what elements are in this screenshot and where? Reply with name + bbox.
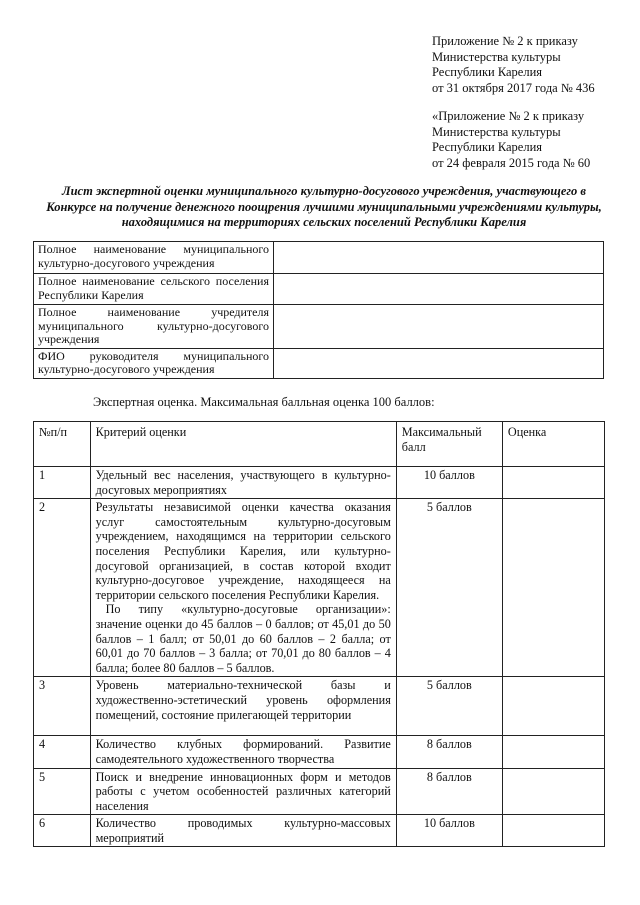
- criterion-text: Удельный вес населения, участвующего в культурно-досуговых мероприятиях: [95, 468, 391, 497]
- info-label: Полное наименование учредителя муниципального культурно-досугового учреждения: [34, 305, 274, 349]
- appendix-line: Министерства культуры: [432, 49, 561, 64]
- header-score: Оценка: [502, 422, 604, 467]
- info-label: Полное наименование сельского поселения Республики Карелия: [34, 274, 274, 305]
- table-row: [34, 768, 605, 815]
- appendix-note-2017: [432, 34, 595, 96]
- document-title: Лист экспертной оценки муниципального культурно-досугового учреждения, участвующего в Конкурсе на получение денежного поощрения лучшими муниципальными учреждениями культуры, находящимися на территориях сельских поселений Республики Карелия: [46, 184, 602, 229]
- score-input-cell[interactable]: [502, 467, 604, 499]
- criterion-cell: [90, 736, 396, 768]
- table-row: [34, 736, 605, 768]
- header-num: №п/п: [34, 422, 91, 467]
- row-number: 6: [34, 815, 91, 847]
- score-input-cell[interactable]: [502, 815, 604, 847]
- info-label: ФИО руководителя муниципального культурно-досугового учреждения: [34, 348, 274, 378]
- header-criterion: Критерий оценки: [90, 422, 396, 467]
- info-row: [34, 348, 604, 378]
- row-number: 4: [34, 736, 91, 768]
- score-input-cell[interactable]: [502, 677, 604, 736]
- max-score-cell: 8 баллов: [396, 736, 502, 768]
- expert-score-table: [33, 421, 605, 847]
- info-value-field[interactable]: [274, 305, 604, 349]
- criterion-text: Поиск и внедрение инновационных форм и методов работы с учетом особенностей различных категорий населения: [95, 769, 391, 813]
- info-value-field[interactable]: [274, 242, 604, 274]
- table-row: [34, 467, 605, 499]
- criterion-text: Количество проводимых культурно-массовых мероприятий: [95, 816, 391, 845]
- info-row: [34, 242, 604, 274]
- criterion-text: Уровень материально-технической базы и художественно-эстетический уровень оформления помещений, состояние прилегающей территории: [95, 678, 391, 722]
- score-input-cell[interactable]: [502, 768, 604, 815]
- max-score-cell: 5 баллов: [396, 499, 502, 677]
- info-label: Полное наименование муниципального культурно-досугового учреждения: [34, 242, 274, 274]
- criterion-text: Результаты независимой оценки качества оказания услуг самостоятельным культурно-досуговым учреждением, находящимся на территории сельского поселения Республики Карелия, или культурно-досуговой организацией, в состав которой входит культурно-досуговое учреждение, находящееся на территории сельского поселения Республики Карелия.: [95, 500, 391, 602]
- appendix-note-2015: [432, 109, 590, 171]
- appendix-line: «Приложение № 2 к приказу: [432, 109, 585, 123]
- row-number: 1: [34, 467, 91, 499]
- criterion-text: По типу «культурно-досуговые организации»: значение оценки до 45 баллов – 0 баллов; от 45,01 до 50 баллов – 1 балл; от 50,01 до 60 баллов – 2 балла; от 60,01 до 70 баллов – 3 балла; от 70,01 до 80 баллов – 4 балла; более 80 баллов – 5 баллов.: [95, 602, 391, 675]
- table-row: [34, 815, 605, 847]
- criterion-cell: [90, 768, 396, 815]
- max-score-cell: 8 баллов: [396, 768, 502, 815]
- row-number: 3: [34, 677, 91, 736]
- criterion-cell: [90, 467, 396, 499]
- table-row: [34, 677, 605, 736]
- criterion-text: Количество клубных формирований. Развитие самодеятельного художественного творчества: [95, 737, 391, 766]
- score-caption: Экспертная оценка. Максимальная балльная оценка 100 баллов:: [93, 395, 435, 409]
- appendix-line: Республики Карелия: [432, 65, 543, 80]
- table-row: [34, 499, 605, 677]
- criterion-cell: [90, 677, 396, 736]
- info-row: [34, 274, 604, 305]
- appendix-line: от 24 февраля 2015 года № 60: [432, 155, 591, 170]
- appendix-line: Республики Карелия: [432, 140, 543, 155]
- score-input-cell[interactable]: [502, 736, 604, 768]
- max-score-cell: 5 баллов: [396, 677, 502, 736]
- appendix-line: Министерства культуры: [432, 124, 561, 139]
- info-value-field[interactable]: [274, 348, 604, 378]
- info-row: [34, 305, 604, 349]
- header-max-score: Максимальный балл: [396, 422, 502, 467]
- appendix-line: от 31 октября 2017 года № 436: [432, 80, 595, 95]
- row-number: 5: [34, 768, 91, 815]
- max-score-cell: 10 баллов: [396, 815, 502, 847]
- info-value-field[interactable]: [274, 274, 604, 305]
- criterion-cell: [90, 499, 396, 677]
- appendix-line: Приложение № 2 к приказу: [432, 34, 578, 48]
- table-header-row: [34, 422, 605, 467]
- max-score-cell: 10 баллов: [396, 467, 502, 499]
- institution-info-table: [33, 241, 604, 379]
- score-input-cell[interactable]: [502, 499, 604, 677]
- row-number: 2: [34, 499, 91, 677]
- criterion-cell: [90, 815, 396, 847]
